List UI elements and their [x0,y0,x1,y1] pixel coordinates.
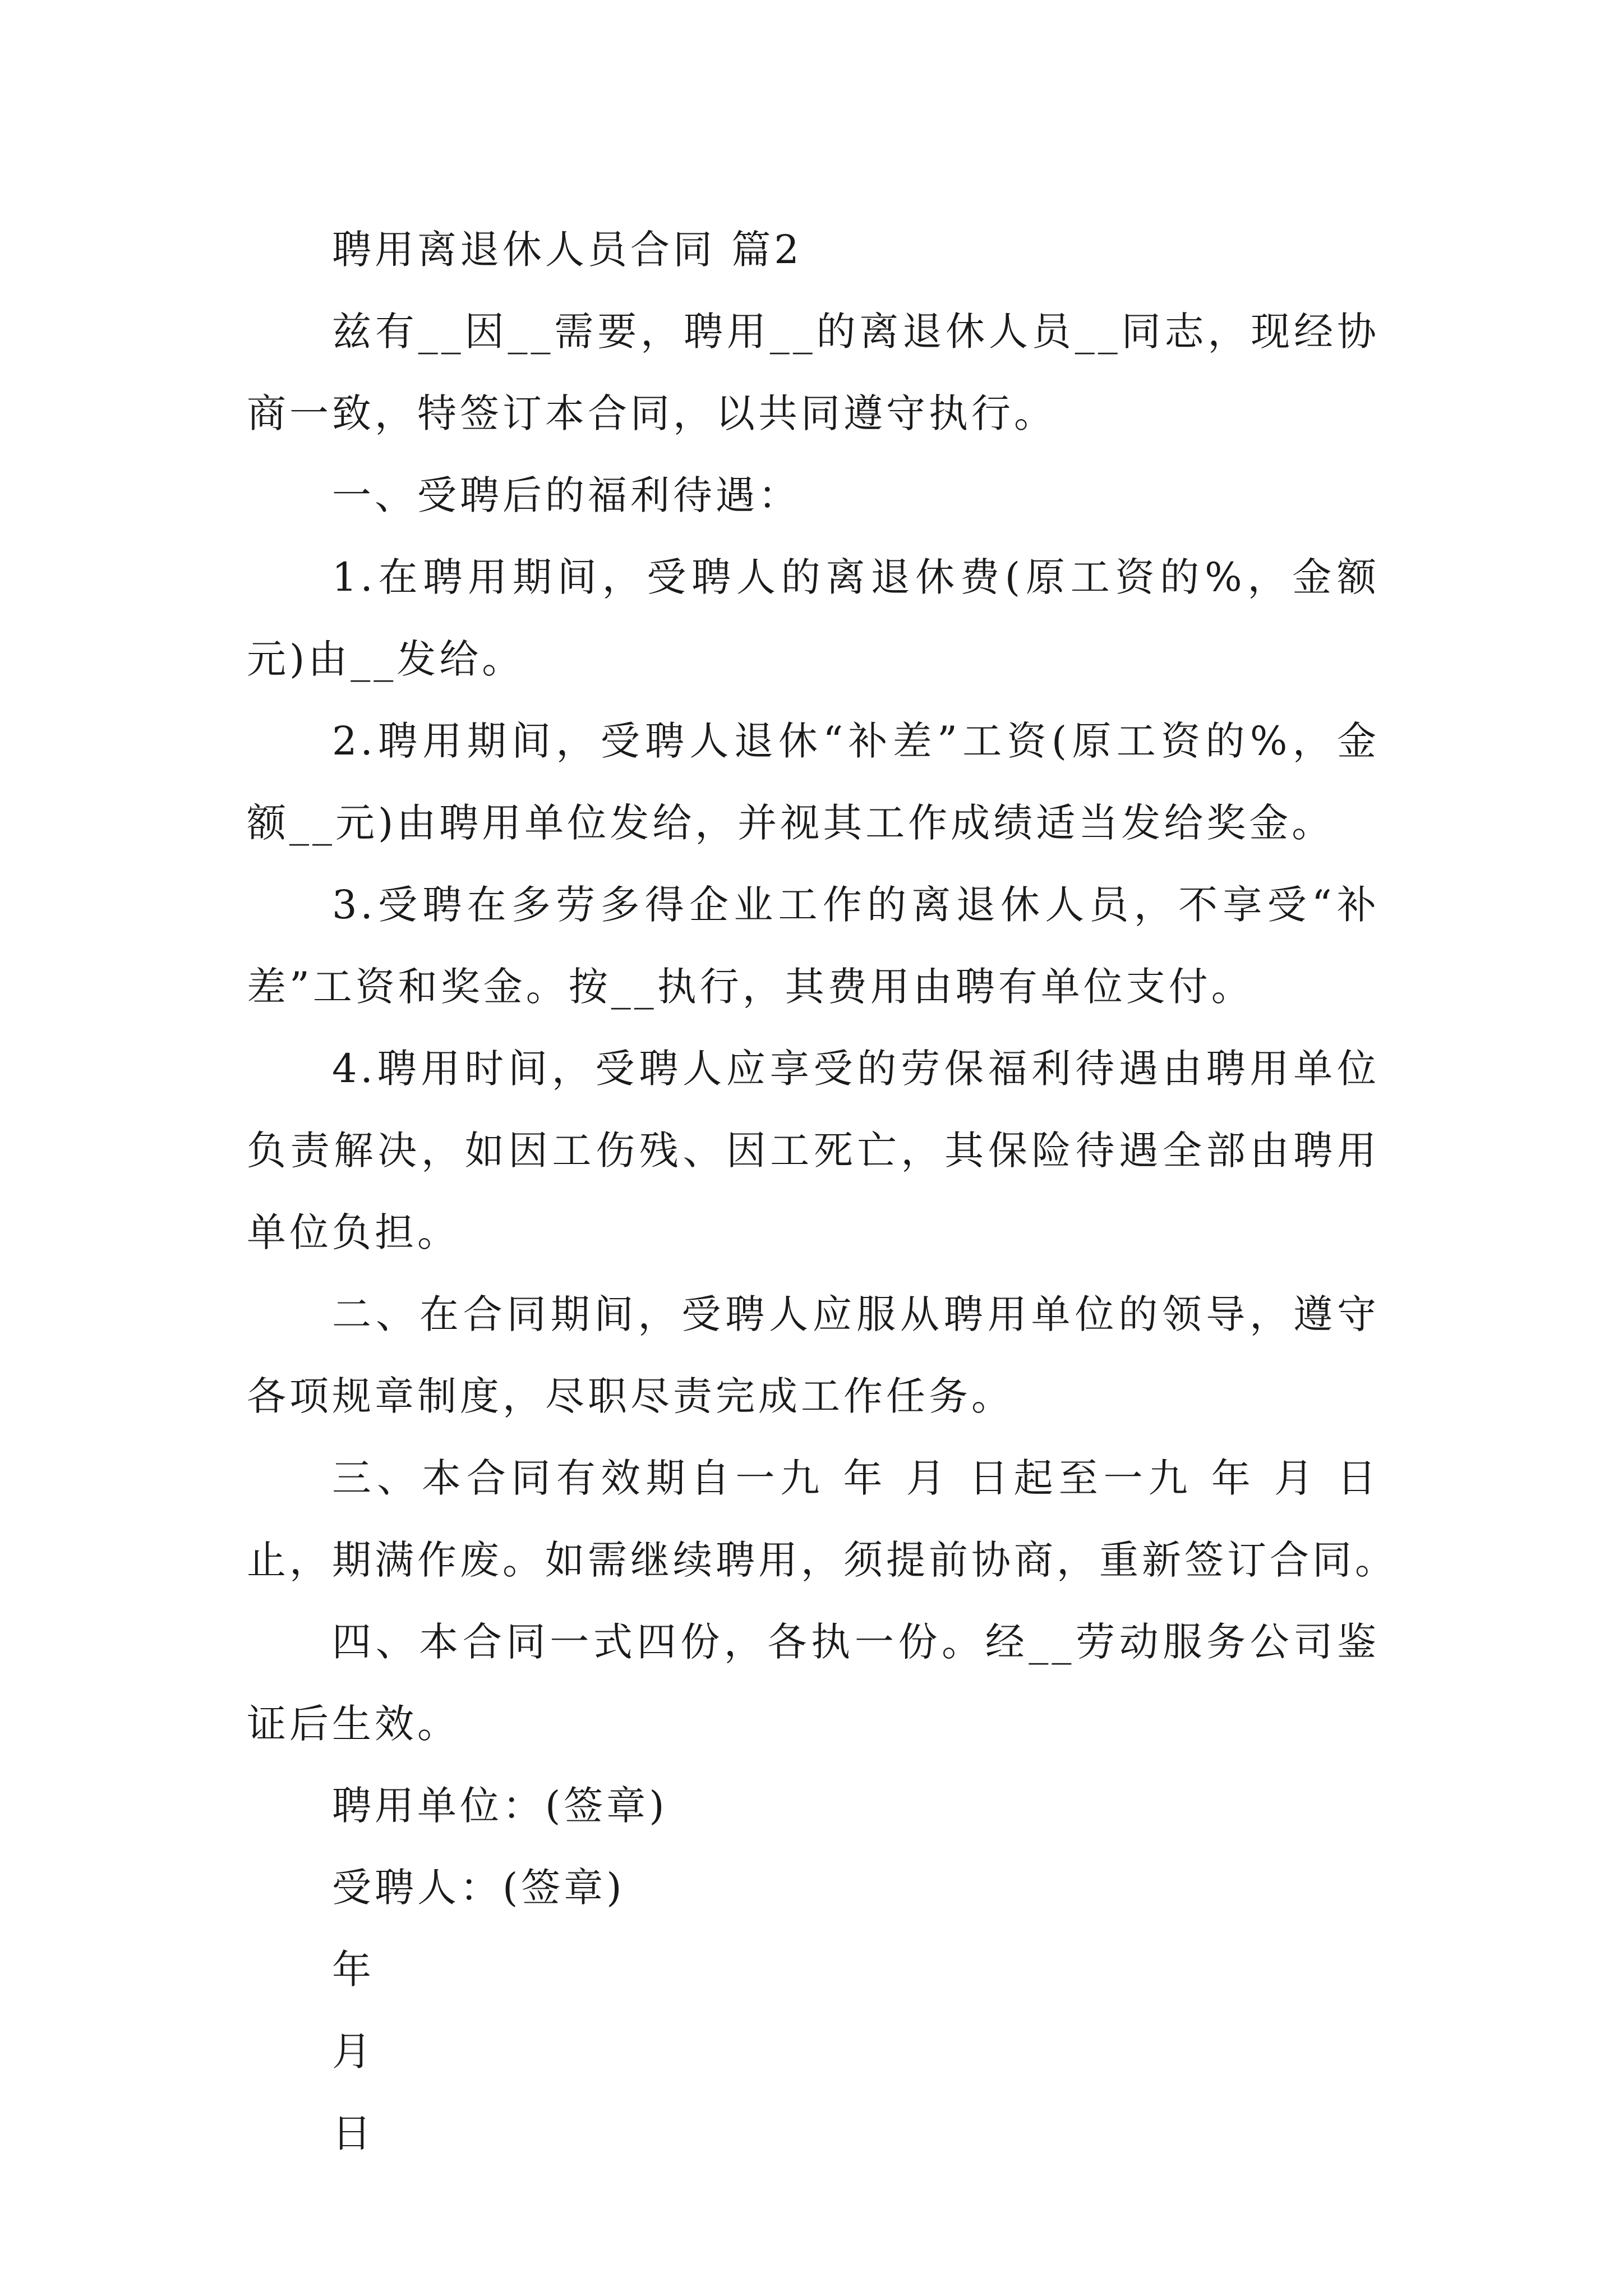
section-1-heading [247,454,1380,536]
date-year: 年 [332,1947,375,1993]
paragraph-line: 1.在聘用期间，受聘人的离退休费(原工资的%，金额 [332,554,1380,600]
paragraph-line: 四、本合同一式四份，各执一份。经__劳动服务公司鉴 [332,1619,1380,1665]
date-day: 日 [332,2110,375,2156]
paragraph-line: 2.聘用期间，受聘人退休“补差”工资(原工资的%，金 [332,718,1380,764]
paragraph-item-3 [247,864,1380,1028]
paragraph-line: 差”工资和奖金。按__执行，其费用由聘有单位支付。 [247,964,1254,1010]
employer-signature: 聘用单位：(签章) [332,1783,668,1829]
paragraph-line: 负责解决，如因工伤残、因工死亡，其保险待遇全部由聘用 [247,1128,1380,1174]
paragraph-line: 商一致，特签订本合同，以共同遵守执行。 [247,390,1057,436]
date-month: 月 [332,2028,375,2074]
paragraph-section-4 [247,1601,1380,1765]
paragraph-line: 单位负担。 [247,1209,460,1255]
document-title: 聘用离退休人员合同 篇2 [332,227,803,273]
signature-block [247,1765,1380,2174]
paragraph-line: 4.聘用时间，受聘人应享受的劳保福利待遇由聘用单位 [332,1046,1380,1092]
document-body [247,209,1398,2174]
employee-signature: 受聘人：(签章) [332,1865,625,1911]
paragraph-line: 证后生效。 [247,1701,460,1747]
paragraph-line: 额__元)由聘用单位发给，并视其工作成绩适当发给奖金。 [247,800,1335,846]
paragraph-item-4 [247,1028,1380,1273]
paragraph-line: 二、在合同期间，受聘人应服从聘用单位的领导，遵守 [332,1291,1380,1337]
paragraph-section-2 [247,1273,1380,1437]
paragraph-line: 兹有__因__需要，聘用__的离退休人员__同志，现经协 [332,309,1380,355]
paragraph-intro [247,291,1380,454]
paragraph-line: 一、受聘后的福利待遇： [332,472,801,518]
paragraph-section-3 [247,1437,1398,1601]
paragraph-line: 3.受聘在多劳多得企业工作的离退休人员，不享受“补 [332,882,1380,928]
paragraph-line: 元)由__发给。 [247,636,525,682]
paragraph-line: 三、本合同有效期自一九 年 月 日起至一九 年 月 日 [332,1455,1380,1501]
paragraph-item-2 [247,700,1380,864]
paragraph-line: 止，期满作废。如需继续聘用，须提前协商，重新签订合同。 [247,1537,1398,1583]
paragraph-line: 各项规章制度，尽职尽责完成工作任务。 [247,1373,1014,1419]
paragraph-item-1 [247,536,1380,700]
